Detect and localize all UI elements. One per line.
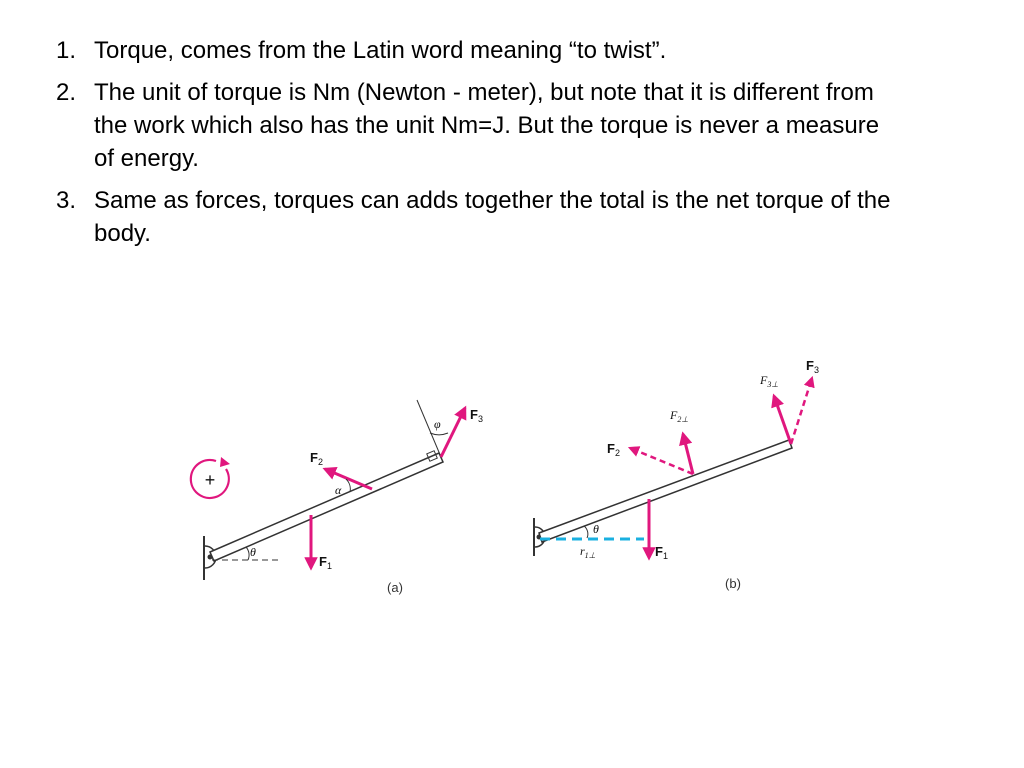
bullet-text: Torque, comes from the Latin word meaning “to twist”. (94, 37, 667, 64)
bullet-text: Same as forces, torques can adds together the total is the net torque of the body. (94, 187, 891, 247)
force-f3-arrow-b (791, 378, 812, 444)
bullet-item-3 (56, 184, 896, 250)
alpha-label: α (335, 483, 342, 497)
f3-perp-label: $F_{3\perp}$ (760, 373, 779, 389)
force-f3-perp-arrow (774, 396, 791, 444)
beam-b (539, 440, 792, 542)
f1-label-b: $F_1$ (655, 544, 668, 561)
f3-label-b: $F_3$ (806, 358, 819, 375)
f2-perp-label: $F_{2\perp}$ (670, 408, 689, 424)
bullet-item-2 (56, 76, 896, 175)
bullet-number: 1. (56, 37, 77, 64)
f1-label-a: $F_1$ (319, 554, 332, 571)
f2-label-a: $F_2$ (310, 450, 323, 467)
force-f2-arrow-a (325, 469, 372, 489)
diagram-a (191, 400, 483, 595)
r1-perp-label: $r_{1\perp}$ (580, 544, 596, 560)
torque-figure (0, 340, 1024, 620)
bullet-number: 3. (56, 187, 77, 214)
f2-label-b: $F_2$ (607, 441, 620, 458)
bullet-text: The unit of torque is Nm (Newton - meter), but note that it is different from the work which also has the unit Nm=J. But the torque is never a measure of energy. (94, 79, 880, 172)
rotation-sign: + (204, 470, 216, 490)
bullet-item-1 (56, 34, 896, 67)
theta-label-a: θ (250, 545, 256, 559)
force-f2-perp-arrow (683, 434, 693, 474)
caption-a: (a) (387, 580, 403, 595)
diagram-b (534, 358, 819, 591)
force-f3-arrow-a (441, 408, 465, 457)
f3-label-a: $F_3$ (470, 407, 483, 424)
theta-label-b: θ (593, 522, 599, 536)
caption-b: (b) (725, 576, 741, 591)
bullet-number: 2. (56, 79, 77, 106)
phi-label: φ (434, 417, 441, 431)
force-f2-arrow-b (630, 448, 693, 474)
bullet-list (56, 34, 896, 259)
